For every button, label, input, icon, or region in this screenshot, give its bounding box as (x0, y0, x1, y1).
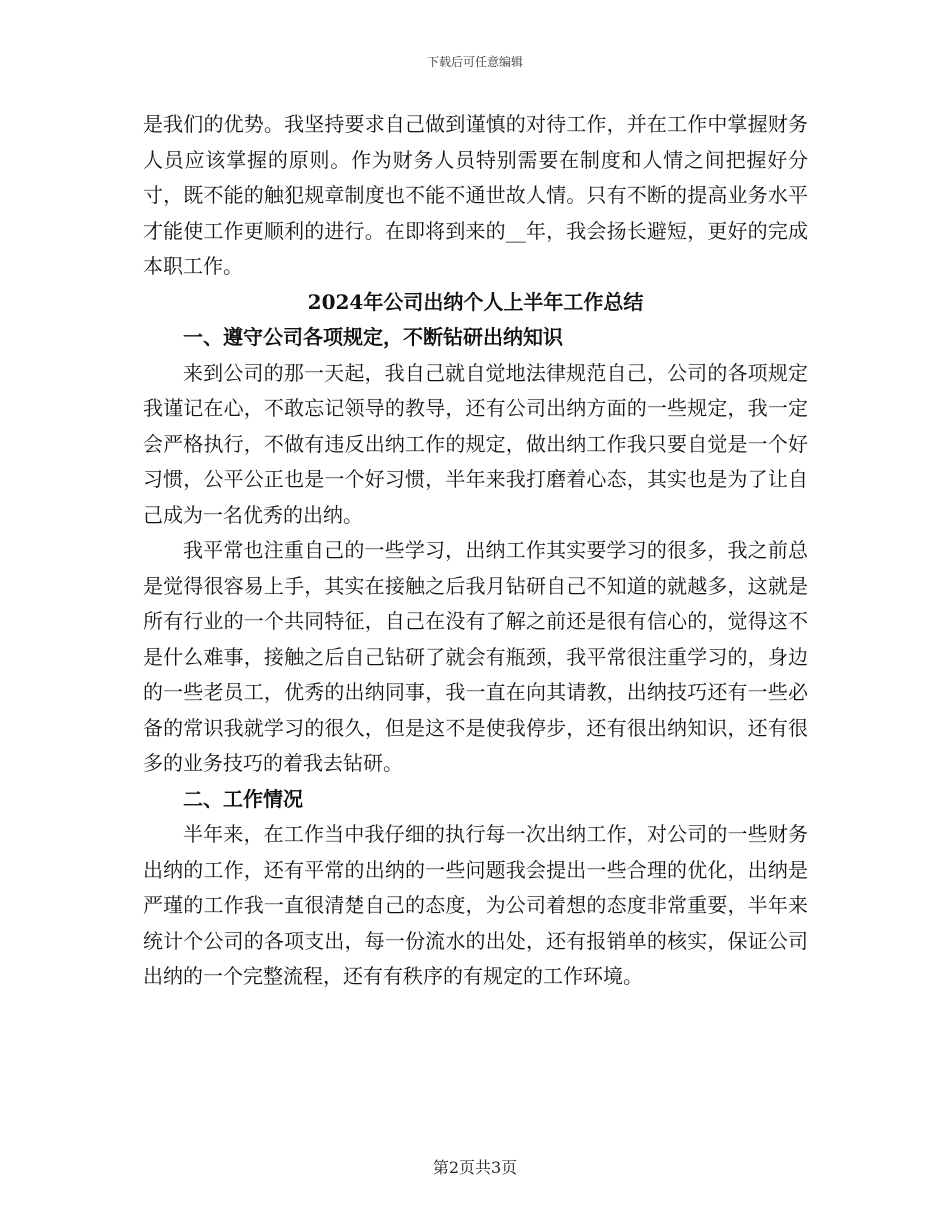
section1-paragraph-1: 来到公司的那一天起，我自己就自觉地法律规范自己，公司的各项规定我谨记在心，不敢忘记领导的教导，还有公司出纳方面的一些规定，我一定会严格执行，不做有违反出纳工作的规定，做出纳工作我只要自觉是一个好习惯，公平公正也是一个好习惯，半年来我打磨着心态，其实也是为了让自己成为一名优秀的出纳。 (143, 360, 808, 527)
document-title: 2024年公司出纳个人上半年工作总结 (307, 289, 644, 314)
page-header: 下载后可任意编辑 (426, 55, 523, 69)
document-body (143, 107, 808, 995)
continued-paragraph: 是我们的优势。我坚持要求自己做到谨慎的对待工作，并在工作中掌握财务人员应该掌握的原则。作为财务人员特别需要在制度和人情之间把握好分寸，既不能的触犯规章制度也不能不通世故人情。只有不断的提高业务水平才能使工作更顺利的进行。在即将到来的__年，我会扬长避短，更好的完成本职工作。 (143, 112, 808, 278)
section-heading-2: 二、工作情况 (183, 786, 303, 811)
page-footer: 第2页共3页 (432, 1158, 518, 1177)
section-heading-1: 一、遵守公司各项规定，不断钻研出纳知识 (183, 325, 563, 349)
section2-paragraph-1: 半年来，在工作当中我仔细的执行每一次出纳工作，对公司的一些财务出纳的工作，还有平常的出纳的一些问题我会提出一些合理的优化，出纳是严瑾的工作我一直很清楚自己的态度，为公司着想的态度非常重要，半年来统计个公司的各项支出，每一份流水的出处，还有报销单的核实，保证公司出纳的一个完整流程，还有有秩序的有规定的工作环境。 (143, 822, 808, 988)
section1-paragraph-2: 我平常也注重自己的一些学习，出纳工作其实要学习的很多，我之前总是觉得很容易上手，其实在接触之后我月钻研自己不知道的就越多，这就是所有行业的一个共同特征，自己在没有了解之前还是很有信心的，觉得这不是什么难事，接触之后自己钻研了就会有瓶颈，我平常很注重学习的，身边的一些老员工，优秀的出纳同事，我一直在向其请教，出纳技巧还有一些必备的常识我就学习的很久，但是这不是使我停步，还有很出纳知识，还有很多的业务技巧的着我去钻研。 (143, 538, 808, 775)
